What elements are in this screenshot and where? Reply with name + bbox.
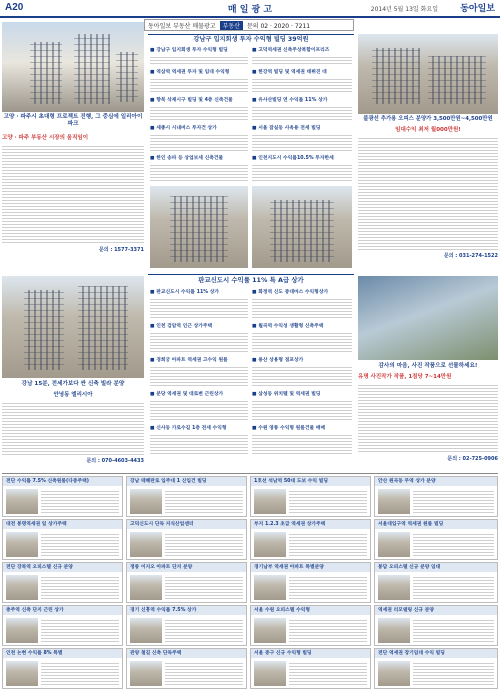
mid-item-title: ■ 삼성동 위치텔 및 역세권 빌딩 bbox=[252, 392, 321, 397]
mid-item bbox=[150, 154, 248, 182]
mid-item-title: ■ 유사산빌딩 연 수익률 11% 상가 bbox=[252, 98, 328, 103]
mid-item-title: ■ 세종시 시내버스 투자건 상가 bbox=[150, 126, 217, 131]
classified-card-title: 서울대입구역 역세권 원룸 빌딩 bbox=[375, 520, 497, 529]
classified-card-photo bbox=[378, 489, 410, 514]
gangbuk-ad-title: 강남 15분, 전세가보다 싼 신축 빌라 분양 bbox=[21, 381, 125, 387]
classified-card bbox=[2, 476, 123, 517]
ad-inquiry-phone: 문의 02 · 2020 · 7211 bbox=[246, 22, 311, 30]
classified-card bbox=[2, 519, 123, 560]
issue-date: 2014년 5월 13일 화요일 bbox=[370, 6, 438, 13]
section-divider bbox=[2, 473, 498, 474]
gamsa-ad-title: 감사의 마음, 사진 작품으로 선물하세요! bbox=[378, 363, 478, 369]
mid-item-title: ■ 인천 검암역 인근 상가주택 bbox=[150, 324, 213, 329]
classified-card-title: 봉담 오피스텔 신규 분양 임대 bbox=[375, 563, 497, 572]
gangbuk-ad-subtitle: 안녕동 엘리시아 bbox=[53, 392, 93, 398]
classified-card-photo bbox=[6, 618, 38, 643]
classified-card-title: 경기남부 역세권 아파트 특별분양 bbox=[251, 563, 370, 572]
classified-card bbox=[126, 519, 247, 560]
mid-item bbox=[150, 68, 248, 94]
gamsa-ad-phone: 문의 : 02-725-0906 bbox=[447, 456, 498, 462]
classified-card-photo bbox=[130, 661, 162, 686]
hangang-ad-title: 판교신도시 수익률 11% 특 A급 상가 bbox=[198, 276, 304, 284]
ad-category-tag: 부동산 bbox=[220, 21, 243, 30]
bulgwang-ad-phone: 문의 : 031-274-1522 bbox=[443, 253, 498, 259]
classified-card bbox=[250, 519, 371, 560]
mid-item bbox=[252, 68, 352, 94]
classified-card-photo bbox=[254, 489, 286, 514]
mid-item-title: ■ 화정역 신도 중대마스 수익형상가 bbox=[252, 290, 329, 295]
goyang-ad bbox=[2, 114, 144, 274]
classified-card-photo bbox=[254, 661, 286, 686]
classified-card-title: 대전 봉명역세권 일 상가주택 bbox=[3, 520, 122, 529]
classified-card-photo bbox=[378, 532, 410, 557]
mid-item bbox=[150, 46, 248, 66]
goyang-ad-subtitle: 고양 · 파주 부동산 시장의 움직임이 bbox=[2, 135, 89, 141]
classified-card-photo bbox=[6, 532, 38, 557]
classified-card bbox=[250, 605, 371, 646]
classified-card bbox=[374, 476, 498, 517]
gangbuk-ad-phone: 문의 : 070-4603-4433 bbox=[86, 458, 144, 464]
gamsa-ad-subtitle: 유명 사진작가 작품, 1점당 7~14만원 bbox=[358, 374, 452, 380]
section-title: 매 일 광 고 bbox=[227, 5, 273, 15]
classified-card bbox=[374, 648, 498, 689]
classified-card bbox=[126, 605, 247, 646]
mid-item bbox=[252, 356, 352, 386]
bulgwang-ad bbox=[358, 116, 498, 274]
mid-item-title: ■ 인천지도시 수익률10.5% 투자한세 bbox=[252, 156, 334, 161]
goyang-building-photo bbox=[2, 22, 144, 112]
newspaper-logo: 동아일보 bbox=[460, 4, 495, 14]
mid-item-title: ■ 고덕역세권 신축주상복합이프리즈 bbox=[252, 48, 330, 53]
gamsa-ad-body bbox=[358, 383, 498, 453]
bulgwang-ad-title: 불광선 추가용 오피스 분양가 3,500만원~4,500만원 bbox=[363, 116, 493, 122]
page-header bbox=[0, 0, 500, 18]
classified-card-photo bbox=[6, 661, 38, 686]
mid-item-title: ■ 한강역 빌딩 및 역세권 데뷔진 대 bbox=[252, 70, 327, 75]
mid-item bbox=[150, 424, 248, 456]
mid-item-title: ■ 용산 상용형 점포상가 bbox=[252, 358, 304, 363]
classified-card bbox=[2, 605, 123, 646]
classified-card bbox=[2, 562, 123, 603]
mid-item bbox=[252, 288, 352, 318]
mid-item bbox=[252, 322, 352, 352]
mid-item bbox=[252, 124, 352, 152]
mid-item-title: ■ 분당 역세권 및 대로변 근린상가 bbox=[150, 392, 224, 397]
classified-card-photo bbox=[254, 575, 286, 600]
classified-card-title: 전단 역세권 장기임대 수익 빌딩 bbox=[375, 649, 497, 658]
goyang-ad-body bbox=[2, 144, 144, 244]
goyang-ad-phone: 문의 : 1577-3371 bbox=[98, 247, 144, 253]
classified-card bbox=[374, 562, 498, 603]
classified-card-title: 안산 원곡동 무역 상가 분양 bbox=[375, 477, 497, 486]
classified-card-photo bbox=[6, 575, 38, 600]
classified-card-title: 경기 신흥역 수익률 7.5% 상가 bbox=[127, 606, 246, 615]
ad-inquiry-bar bbox=[144, 19, 354, 31]
classified-card-photo bbox=[378, 618, 410, 643]
classified-card-title: 강남 테헤란로 입주대 1 신입건 빌딩 bbox=[127, 477, 246, 486]
classified-card-photo bbox=[6, 489, 38, 514]
mid-item-title: ■ 강남구 입지회생 투자 수익형 빌딩 bbox=[150, 48, 228, 53]
classified-card-title: 역세권 리모델링 신규 분양 bbox=[375, 606, 497, 615]
classified-card bbox=[250, 476, 371, 517]
gangnam-ad-title: 강남구 입지회생 투자 수익형 빌딩 39억원 bbox=[193, 36, 309, 43]
mid-item bbox=[150, 356, 248, 386]
mid-item-title: ■ 경희궁 아파트 역세권 고수익 원룸 bbox=[150, 358, 228, 363]
classified-card-photo bbox=[130, 532, 162, 557]
mid-item-title: ■ 판교신도시 수익률 11% 상가 bbox=[150, 290, 220, 295]
mid-item bbox=[150, 96, 248, 122]
classified-card-photo bbox=[378, 575, 410, 600]
mid-item-title: ■ 역삼역 역세권 투자 및 임대 수익형 bbox=[150, 70, 230, 75]
bulgwang-ad-body bbox=[358, 136, 498, 250]
mid-item-title: ■ 서울 잠실동 사옥용 전세 빌딩 bbox=[252, 126, 321, 131]
mid-item bbox=[252, 46, 352, 66]
mid-item-title: ■ 향북 삭제시구 빌딩 및 4층 신축건물 bbox=[150, 98, 233, 103]
classified-card bbox=[126, 562, 247, 603]
classified-card-photo bbox=[130, 575, 162, 600]
mid-item bbox=[252, 96, 352, 122]
mid-item-title: ■ 신사동 가로수길 1층 전세 수익형 bbox=[150, 426, 227, 431]
classified-card bbox=[374, 605, 498, 646]
goyang-ad-title: 고양 · 파주시 초대형 프로젝트 진행, 그 중심에 일리아이파크 bbox=[3, 114, 143, 127]
classified-card bbox=[126, 648, 247, 689]
ad-inquiry-label: 동아일보 부동산 매물광고 bbox=[148, 22, 216, 30]
mid-item bbox=[150, 322, 248, 352]
classified-card-title: 서울 수원 오피스텔 수익형 bbox=[251, 606, 370, 615]
bulgwang-building-photo bbox=[358, 34, 498, 114]
gangnam-item-photo bbox=[252, 186, 352, 268]
classified-card-title: 1호선 석남역 50대 도보 수익 빌딩 bbox=[251, 477, 370, 486]
classified-card bbox=[374, 519, 498, 560]
classified-card-title: 인천 논현 수익률 8% 특별 bbox=[3, 649, 122, 658]
mid-item bbox=[252, 424, 352, 456]
mid-item-title: ■ 월곡역 수익성 생활형 신축주택 bbox=[252, 324, 324, 329]
classified-card-title: 충주역 신축 단지 근린 상가 bbox=[3, 606, 122, 615]
classified-card-photo bbox=[130, 618, 162, 643]
gangnam-item-photo bbox=[150, 186, 248, 268]
mid-item bbox=[150, 124, 248, 152]
mid-item bbox=[252, 390, 352, 420]
gangbuk-ad-body bbox=[2, 401, 144, 455]
classified-card bbox=[126, 476, 247, 517]
classified-card-title: 정릉 이지오 아파트 단지 분양 bbox=[127, 563, 246, 572]
mid-item bbox=[252, 154, 352, 182]
mid-item-title: ■ 수원 영통 수익형 원룸건물 매매 bbox=[252, 426, 326, 431]
classified-card bbox=[2, 648, 123, 689]
gangbuk-villa-photo bbox=[2, 276, 144, 378]
mid-item bbox=[150, 288, 248, 318]
classified-card-photo bbox=[254, 532, 286, 557]
gamsa-photo-art bbox=[358, 276, 498, 360]
classified-card-title: 부지 1.2.3 초급 역세권 상가주택 bbox=[251, 520, 370, 529]
classified-card-photo bbox=[378, 661, 410, 686]
classified-card-title: 고덕신도시 단독 지식산업센터 bbox=[127, 520, 246, 529]
mid-item-title: ■ 한인 송파 등 상업보세 신축건물 bbox=[150, 156, 224, 161]
classified-card bbox=[250, 648, 371, 689]
classified-card-title: 전단 강북역 오피스텔 신규 분양 bbox=[3, 563, 122, 572]
mid-item bbox=[150, 390, 248, 420]
page-number: A20 bbox=[5, 2, 24, 13]
bulgwang-ad-subtitle: 임대수익 최저 월000만원! bbox=[395, 127, 461, 133]
gamsa-ad bbox=[358, 362, 498, 472]
classified-card-title: 전단 수익률 7.5% 신축원룸(다중주택) bbox=[3, 477, 122, 486]
classified-card-photo bbox=[130, 489, 162, 514]
classified-card-title: 서울 중구 신규 수익형 빌딩 bbox=[251, 649, 370, 658]
classified-card-photo bbox=[254, 618, 286, 643]
gangbuk-ad bbox=[2, 380, 144, 472]
classified-card-title: 관양 철길 신축 단독주택 bbox=[127, 649, 246, 658]
classified-card bbox=[250, 562, 371, 603]
